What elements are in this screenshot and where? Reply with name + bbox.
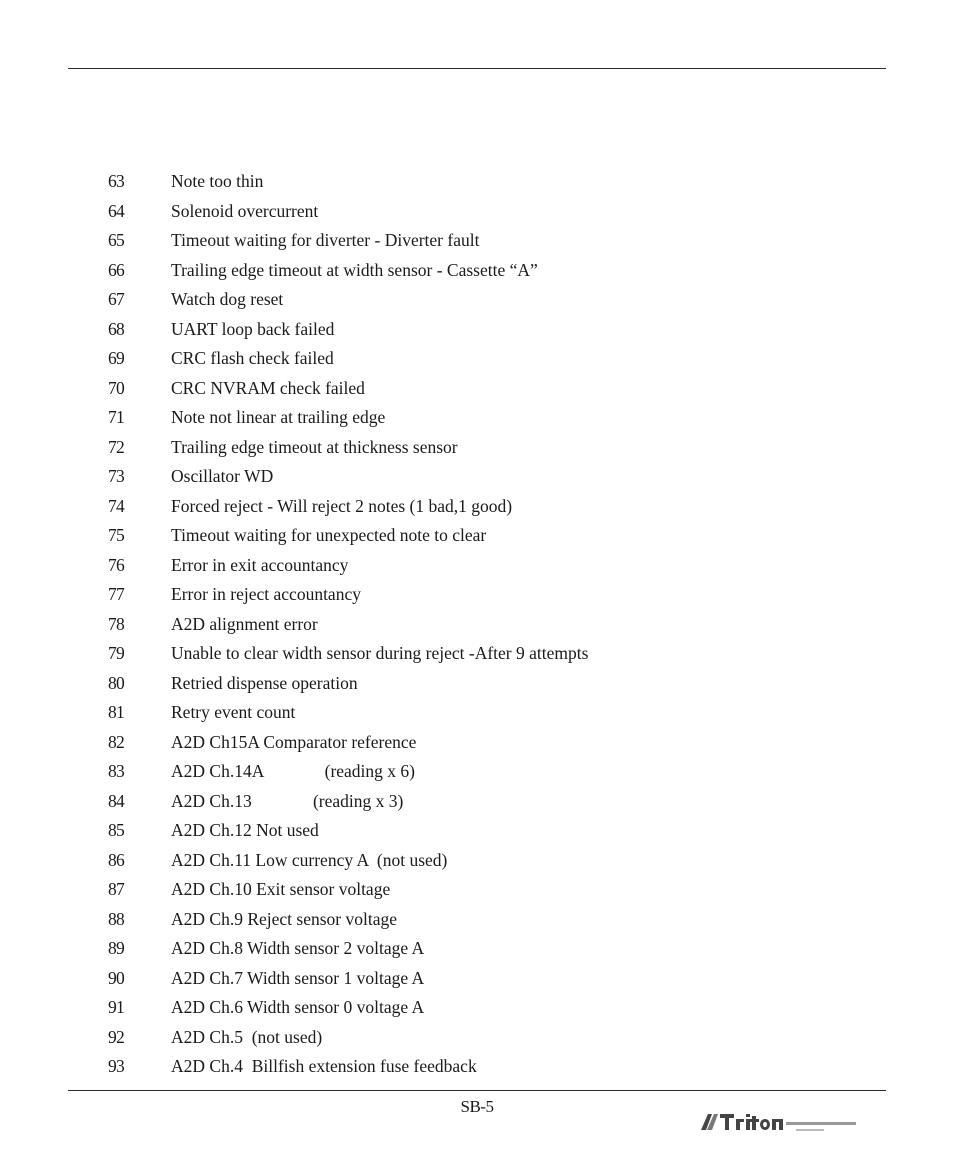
error-code-number: 89	[108, 938, 124, 959]
error-code-row	[0, 905, 954, 935]
error-code-row	[0, 197, 954, 227]
error-code-number: 84	[108, 790, 124, 811]
error-code-description: Forced reject - Will reject 2 notes (1 bad,1 good)	[171, 495, 513, 516]
error-code-description: Retry event count	[171, 702, 296, 723]
error-code-row	[0, 728, 954, 758]
error-code-row	[0, 1052, 954, 1082]
error-code-description: Timeout waiting for diverter - Diverter fault	[171, 230, 480, 251]
error-code-number: 79	[108, 643, 124, 664]
error-code-number: 66	[108, 259, 124, 280]
error-code-description: Unable to clear width sensor during reject -After 9 attempts	[171, 643, 589, 664]
error-code-description: Solenoid overcurrent	[171, 200, 319, 221]
error-code-description: A2D Ch.11 Low currency A (not used)	[171, 849, 448, 870]
error-code-description: Note not linear at trailing edge	[171, 407, 386, 428]
error-code-description: A2D Ch15A Comparator reference	[171, 731, 417, 752]
error-code-row	[0, 580, 954, 610]
error-code-row	[0, 816, 954, 846]
error-code-number: 74	[108, 495, 124, 516]
error-code-number: 80	[108, 672, 124, 693]
error-code-number: 93	[108, 1056, 124, 1077]
error-code-number: 73	[108, 466, 124, 487]
error-code-row	[0, 462, 954, 492]
error-code-number: 82	[108, 731, 124, 752]
error-code-number: 64	[108, 200, 124, 221]
error-code-row	[0, 551, 954, 581]
error-code-number: 69	[108, 348, 124, 369]
error-code-description: A2D Ch.4 Billfish extension fuse feedback	[171, 1056, 477, 1077]
error-code-number: 83	[108, 761, 124, 782]
error-code-number: 85	[108, 820, 124, 841]
error-code-row	[0, 757, 954, 787]
error-code-description: CRC flash check failed	[171, 348, 334, 369]
error-code-description: A2D Ch.6 Width sensor 0 voltage A	[171, 997, 425, 1018]
error-code-row	[0, 285, 954, 315]
error-code-description: Oscillator WD	[171, 466, 274, 487]
error-code-row	[0, 846, 954, 876]
error-code-number: 81	[108, 702, 124, 723]
error-code-number: 67	[108, 289, 124, 310]
error-code-row	[0, 993, 954, 1023]
error-code-row	[0, 698, 954, 728]
footer-rule	[68, 1090, 886, 1091]
error-code-description: Trailing edge timeout at width sensor - Cassette “A”	[171, 259, 538, 280]
error-code-description: Error in exit accountancy	[171, 554, 349, 575]
error-code-row	[0, 433, 954, 463]
error-code-row	[0, 669, 954, 699]
error-code-row	[0, 492, 954, 522]
error-code-row	[0, 934, 954, 964]
error-code-description: A2D Ch.5 (not used)	[171, 1026, 323, 1047]
error-code-row	[0, 639, 954, 669]
error-code-number: 90	[108, 967, 124, 988]
error-code-number: 72	[108, 436, 124, 457]
error-code-description: Trailing edge timeout at thickness sensor	[171, 436, 458, 457]
error-code-description: Watch dog reset	[171, 289, 284, 310]
error-code-description: A2D Ch.9 Reject sensor voltage	[171, 908, 397, 929]
error-code-number: 86	[108, 849, 124, 870]
error-code-row	[0, 256, 954, 286]
error-code-description: A2D Ch.8 Width sensor 2 voltage A	[171, 938, 425, 959]
error-code-row	[0, 1023, 954, 1053]
error-code-description: Error in reject accountancy	[171, 584, 361, 605]
error-code-row	[0, 964, 954, 994]
error-code-list	[0, 167, 954, 1082]
error-code-number: 87	[108, 879, 124, 900]
error-code-row	[0, 875, 954, 905]
error-code-number: 71	[108, 407, 124, 428]
error-code-row	[0, 610, 954, 640]
error-code-description: A2D Ch.10 Exit sensor voltage	[171, 879, 391, 900]
error-code-description: CRC NVRAM check failed	[171, 377, 365, 398]
error-code-row	[0, 344, 954, 374]
error-code-number: 75	[108, 525, 124, 546]
error-code-row	[0, 374, 954, 404]
error-code-description: Retried dispense operation	[171, 672, 358, 693]
error-code-row	[0, 787, 954, 817]
triton-logo	[698, 1108, 863, 1138]
error-code-number: 76	[108, 554, 124, 575]
error-code-number: 63	[108, 171, 124, 191]
error-code-number: 77	[108, 584, 124, 605]
error-code-row	[0, 167, 954, 197]
error-code-description: Note too thin	[171, 171, 264, 191]
error-code-description: Timeout waiting for unexpected note to clear	[171, 525, 487, 546]
error-code-description: A2D alignment error	[171, 613, 318, 634]
error-code-number: 65	[108, 230, 124, 251]
error-code-description: A2D Ch.13 (reading x 3)	[171, 790, 404, 811]
error-code-number: 70	[108, 377, 124, 398]
error-code-number: 78	[108, 613, 124, 634]
error-code-number: 68	[108, 318, 124, 339]
error-code-description: A2D Ch.12 Not used	[171, 820, 319, 841]
error-code-row	[0, 315, 954, 345]
error-code-number: 92	[108, 1026, 124, 1047]
error-code-row	[0, 521, 954, 551]
error-code-description: UART loop back failed	[171, 318, 335, 339]
error-code-description: A2D Ch.14A (reading x 6)	[171, 761, 416, 782]
header-rule	[68, 68, 886, 69]
error-code-number: 88	[108, 908, 124, 929]
error-code-row	[0, 403, 954, 433]
error-code-row	[0, 226, 954, 256]
error-code-number: 91	[108, 997, 124, 1018]
error-code-description: A2D Ch.7 Width sensor 1 voltage A	[171, 967, 425, 988]
page-number: SB-5	[460, 1097, 494, 1116]
